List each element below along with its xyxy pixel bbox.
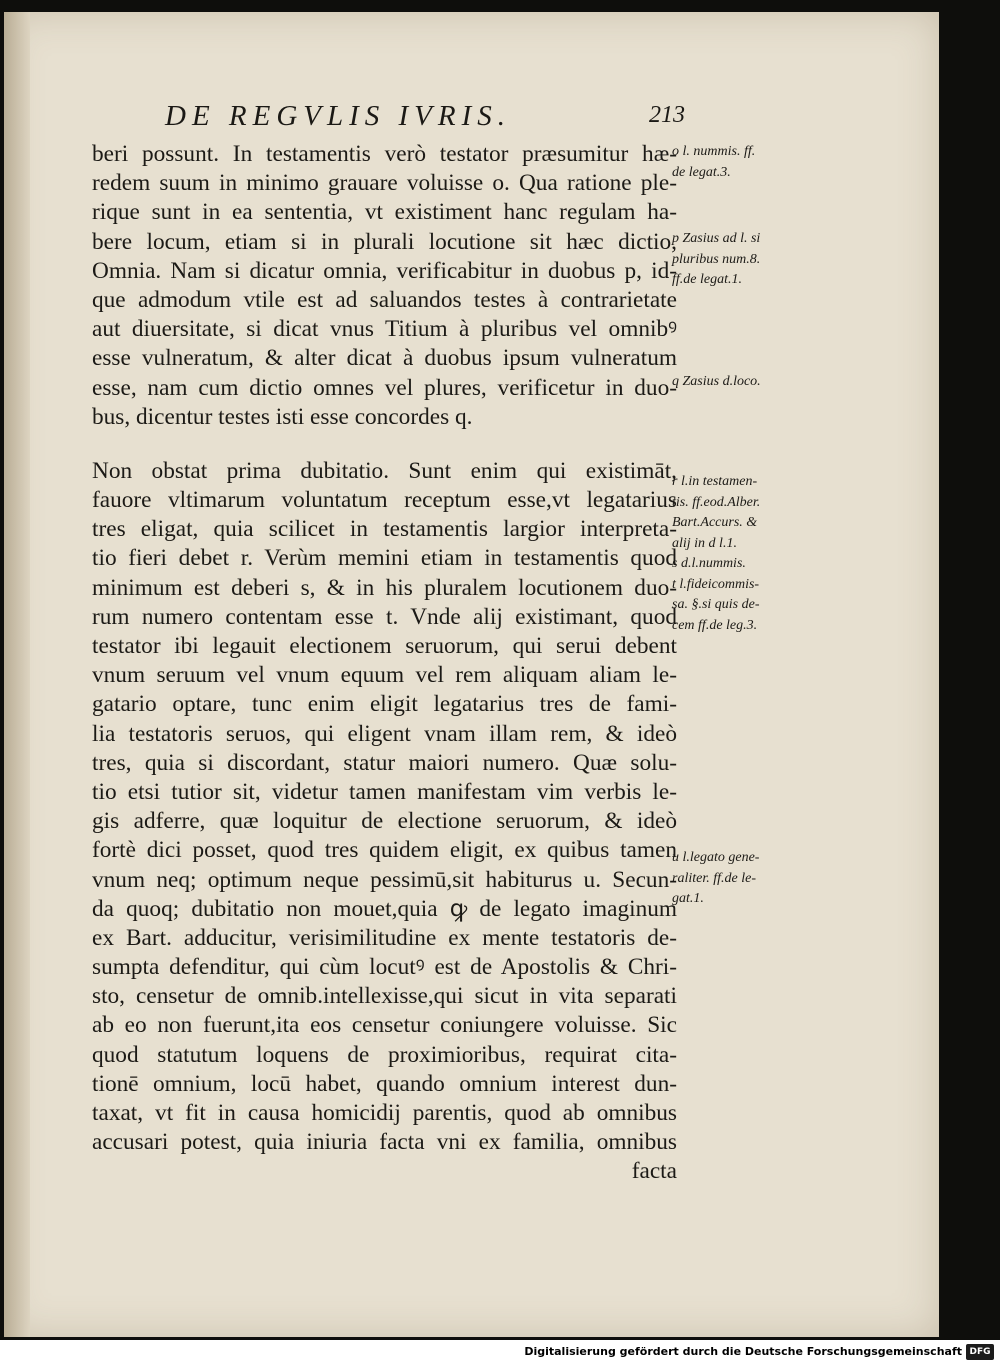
text-line: vnum seruum vel vnum equum vel rem aliquam aliam le- bbox=[92, 662, 677, 689]
dfg-logo-icon: DFG bbox=[966, 1344, 994, 1360]
text-line: rique sunt in ea sententia, vt existiment hanc regulam ha- bbox=[92, 199, 677, 226]
text-line: Omnia. Nam si dicatur omnia, verificabitur in duobus p, id- bbox=[92, 257, 677, 284]
catchword: facta bbox=[631, 1158, 677, 1185]
paragraph-1 bbox=[92, 140, 677, 432]
text-line: tio etsi tutior sit, videtur tamen manifestam vim verbis le- bbox=[92, 778, 677, 805]
text-line: tionē omnium, locū habet, quando omnium interest dun- bbox=[92, 1070, 677, 1097]
text-line: sumpta defenditur, qui cùm locutꝰ est de Apostolis & Chri- bbox=[92, 954, 677, 981]
text-line: esse, nam cum dictio omnes vel plures, verificetur in duo- bbox=[92, 374, 677, 401]
text-line: tres, quia si discordant, statur maiori numero. Quæ solu- bbox=[92, 749, 677, 776]
margin-note-p: p Zasius ad l. si pluribus num.8. ff.de legat.1. bbox=[672, 231, 761, 287]
text-line: fauore vltimarum voluntatum receptum esse,vt legatarius bbox=[92, 487, 677, 514]
page-header bbox=[165, 100, 685, 136]
text-line: bus, dicentur testes isti esse concordes q. bbox=[92, 403, 473, 430]
text-line: aut diuersitate, si dicat vnus Titium à pluribus vel omnibꝰ bbox=[92, 316, 677, 343]
text-line: que admodum vtile est ad saluandos testes à contrarietate bbox=[92, 286, 677, 313]
page-number: 213 bbox=[649, 102, 685, 128]
margin-note-rst: r l.in testamen- tis. ff.eod.Alber. Bart.Accurs. & alij in d l.1. s d.l.nummis. t l.fideicommis- sa. §.si quis de- cem ff.de leg.3. bbox=[672, 474, 761, 633]
text-line: taxat, vt fit in causa homicidij parentis, quod ab omnibus bbox=[92, 1100, 677, 1126]
footer-bar bbox=[0, 1340, 1000, 1365]
margin-note-q: q Zasius d.loco. bbox=[672, 374, 761, 389]
text-line: redem suum in minimo grauare voluisse o. Qua ratione ple- bbox=[92, 170, 677, 197]
text-line: minimum est deberi s, & in his pluralem locutionem duo- bbox=[92, 574, 677, 601]
text-line: gis adferre, quæ loquitur de electione seruorum, & ideò bbox=[92, 808, 677, 835]
margin-note-o: o l. nummis. ff. de legat.3. bbox=[672, 144, 756, 180]
text-line: beri possunt. In testamentis verò testator præsumitur hæ- bbox=[92, 141, 677, 167]
text-line: ex Bart. adducitur, verisimilitudine ex mente testatoris de- bbox=[92, 924, 677, 951]
main-text-column bbox=[92, 140, 677, 1187]
running-title: DE REGVLIS IVRIS. bbox=[165, 100, 512, 132]
margin-note-u: u l.legato gene- raliter. ff.de le- gat.1. bbox=[672, 850, 760, 906]
text-line: quod statutum loquens de proximioribus, requirat cita- bbox=[92, 1041, 677, 1068]
text-line: vnum neq; optimum neque pessimū,sit habiturus u. Secun- bbox=[92, 866, 677, 893]
text-line: ab eo non fuerunt,ita eos censetur coniungere voluisse. Sic bbox=[92, 1012, 677, 1039]
text-line: gatario optare, tunc enim eligit legatarius tres de fami- bbox=[92, 691, 677, 718]
text-line: testator ibi legauit electionem seruorum, qui serui debent bbox=[92, 633, 677, 659]
text-line: rum numero contentam esse t. Vnde alij existimant, quod bbox=[92, 603, 677, 630]
text-line: lia testatoris seruos, qui eligent vnam illam rem, & ideò bbox=[92, 720, 677, 747]
text-line: accusari potest, quia iniuria facta vni ex familia, omnibus bbox=[92, 1129, 677, 1156]
text-line: Non obstat prima dubitatio. Sunt enim qui existimāt, bbox=[92, 457, 677, 484]
text-line: tio fieri debet r. Verùm memini etiam in testamentis quod bbox=[92, 545, 677, 572]
paragraph-2 bbox=[92, 457, 677, 1187]
text-line: da quoq; dubitatio non mouet,quia ꝙ de legato imaginum bbox=[92, 895, 677, 922]
text-line: bere locum, etiam si in plurali locutione sit hæc dictio, bbox=[92, 228, 677, 255]
page-gutter-edge bbox=[4, 12, 30, 1337]
text-line: esse vulneratum, & alter dicat à duobus ipsum vulneratum bbox=[92, 345, 677, 372]
funding-credit: Digitalisierung gefördert durch die Deutsche Forschungsgemeinschaft bbox=[524, 1345, 962, 1358]
text-line: tres eligat, quia scilicet in testamentis largior interpreta- bbox=[92, 516, 677, 543]
text-line: fortè dici posset, quod tres quidem eligit, ex quibus tamen bbox=[92, 837, 677, 864]
text-line: sto, censetur de omnib.intellexisse,qui sicut in vita separati bbox=[92, 983, 677, 1010]
